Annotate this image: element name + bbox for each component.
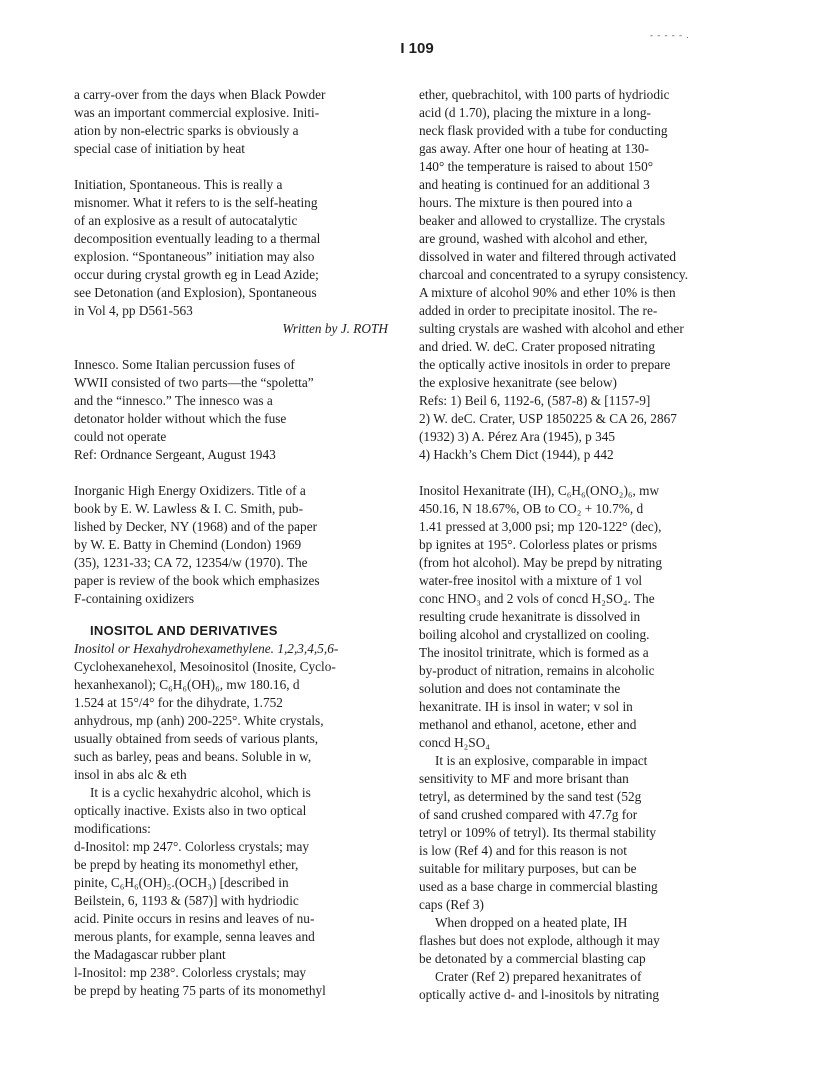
left-column: [74, 86, 394, 1000]
text-line: are ground, washed with alcohol and ether,: [419, 231, 648, 246]
text-line: by W. E. Batty in Chemind (London) 1969: [74, 537, 302, 552]
text-line: The inositol trinitrate, which is formed as a: [419, 645, 649, 660]
reference-line: (1932) 3) A. Pérez Ara (1945), p 345: [419, 429, 616, 444]
text-line: and dried. W. deC. Crater proposed nitrating: [419, 339, 655, 354]
text-line: the optically active inositols in order to prepare: [419, 357, 671, 372]
text-line: (35), 1231-33; CA 72, 12354/w (1970). The: [74, 555, 308, 570]
text-line: Cyclohexanehexol, Mesoinositol (Inosite, Cyclo-: [74, 659, 336, 674]
text-line: sulting crystals are washed with alcohol and ether: [419, 321, 684, 336]
text-line: neck flask provided with a tube for conducting: [419, 123, 668, 138]
text-line: in Vol 4, pp D561-563: [74, 303, 193, 318]
reference-line: 4) Hackh’s Chem Dict (1944), p 442: [419, 447, 614, 462]
text-line: acid (d 1.70), placing the mixture in a long-: [419, 105, 651, 120]
text-line: d-Inositol: mp 247°. Colorless crystals; may: [74, 839, 310, 854]
text-line: by-product of nitration, remains in alcoholic: [419, 663, 655, 678]
text-line: F-containing oxidizers: [74, 591, 195, 606]
text-line: Inositol Hexanitrate (IH), C₆H₆(ONO₂)₆, mw: [419, 483, 660, 498]
text-line: tetryl, as determined by the sand test (52g: [419, 789, 642, 804]
text-line: see Detonation (and Explosion), Spontaneous: [74, 285, 317, 300]
text-line: used as a base charge in commercial blasting: [419, 879, 658, 894]
paragraph-l-inositol-continued: [419, 86, 744, 464]
entry-inositol-hexanitrate: [419, 482, 744, 1004]
text-line: gas away. After one hour of heating at 130-: [419, 141, 649, 156]
text-line: merous plants, for example, senna leaves and: [74, 929, 315, 944]
text-line: could not operate: [74, 429, 167, 444]
reference-line: Ref: Ordnance Sergeant, August 1943: [74, 447, 276, 462]
text-line: special case of initiation by heat: [74, 141, 245, 156]
entry-initiation-spontaneous: [74, 176, 394, 338]
text-line: caps (Ref 3): [419, 897, 484, 912]
text-line: charcoal and concentrated to a syrupy consistency.: [419, 267, 689, 282]
text-line: of an explosive as a result of autocatalytic: [74, 213, 298, 228]
text-line: 1.524 at 15°/4° for the dihydrate, 1.752: [74, 695, 283, 710]
text-line: was an important commercial explosive. Initi-: [74, 105, 320, 120]
text-line: It is a cyclic hexahydric alcohol, which is: [90, 785, 311, 800]
text-line: solution and does not contaminate the: [419, 681, 621, 696]
entry-inorganic-oxidizers: [74, 482, 394, 608]
section-heading: INOSITOL AND DERIVATIVES: [90, 623, 278, 638]
text-line: and the “innesco.” The innesco was a: [74, 393, 273, 408]
text-line: book by E. W. Lawless & I. C. Smith, pub-: [74, 501, 304, 516]
text-line: lished by Decker, NY (1968) and of the paper: [74, 519, 318, 534]
right-column: [419, 86, 744, 1004]
text-line: optically active d- and l-inositols by nitrating: [419, 987, 660, 1002]
text-line: be prepd by heating 75 parts of its monomethyl: [74, 983, 326, 998]
text-line: conc HNO₃ and 2 vols of concd H₂SO₄. The: [419, 591, 655, 606]
paragraph-black-powder: [74, 86, 394, 158]
text-line: hexanitrate. IH is insol in water; v sol in: [419, 699, 633, 714]
text-line: anhydrous, mp (anh) 200-225°. White crystals,: [74, 713, 324, 728]
text-line: acid. Pinite occurs in resins and leaves of nu-: [74, 911, 315, 926]
text-line: 140° the temperature is raised to about 150°: [419, 159, 654, 174]
text-line: Innesco. Some Italian percussion fuses of: [74, 357, 295, 372]
text-line: boiling alcohol and crystallized on cooling.: [419, 627, 650, 642]
text-line: bp ignites at 195°. Colorless plates or prisms: [419, 537, 657, 552]
text-line: When dropped on a heated plate, IH: [435, 915, 628, 930]
text-line: A mixture of alcohol 90% and ether 10% is then: [419, 285, 676, 300]
text-line: optically inactive. Exists also in two optical: [74, 803, 307, 818]
text-line: l-Inositol: mp 238°. Colorless crystals; may: [74, 965, 307, 980]
text-line: (from hot alcohol). May be prepd by nitrating: [419, 555, 662, 570]
entry-inositol: [74, 640, 394, 1000]
text-line: methanol and ethanol, acetone, ether and: [419, 717, 637, 732]
text-line: resulting crude hexanitrate is dissolved in: [419, 609, 641, 624]
text-line: usually obtained from seeds of various plants,: [74, 731, 319, 746]
text-line: is low (Ref 4) and for this reason is not: [419, 843, 627, 858]
text-line: Crater (Ref 2) prepared hexanitrates of: [435, 969, 642, 984]
text-line: a carry-over from the days when Black Powder: [74, 87, 326, 102]
reference-line: 2) W. deC. Crater, USP 1850225 & CA 26, 2867: [419, 411, 677, 426]
entry-innesco: [74, 356, 394, 464]
text-line: beaker and allowed to crystallize. The crystals: [419, 213, 666, 228]
text-line: such as barley, peas and beans. Soluble in w,: [74, 749, 312, 764]
text-line: Inorganic High Energy Oxidizers. Title of a: [74, 483, 306, 498]
corner-mark: - - - - - .: [650, 30, 690, 40]
page-number: I 109: [400, 40, 434, 57]
text-line: paper is review of the book which emphasizes: [74, 573, 320, 588]
text-line: water-free inositol with a mixture of 1 vol: [419, 573, 643, 588]
text-line: be prepd by heating its monomethyl ether,: [74, 857, 299, 872]
text-line: misnomer. What it refers to is the self-heating: [74, 195, 318, 210]
text-line: Inositol or Hexahydrohexamethylene. 1,2,3,4,5,6-: [74, 641, 339, 656]
author-signature: Written by J. ROTH: [282, 321, 388, 336]
text-line: the explosive hexanitrate (see below): [419, 375, 617, 390]
text-line: occur during crystal growth eg in Lead Azide;: [74, 267, 319, 282]
text-line: hours. The mixture is then poured into a: [419, 195, 633, 210]
text-line: detonator holder without which the fuse: [74, 411, 287, 426]
text-line: Initiation, Spontaneous. This is really a: [74, 177, 283, 192]
text-line: decomposition eventually leading to a thermal: [74, 231, 321, 246]
text-line: of sand crushed compared with 47.7g for: [419, 807, 638, 822]
text-line: insol in abs alc & eth: [74, 767, 187, 782]
text-line: suitable for military purposes, but can be: [419, 861, 637, 876]
text-line: It is an explosive, comparable in impact: [435, 753, 648, 768]
text-line: WWII consisted of two parts—the “spoletta”: [74, 375, 314, 390]
text-line: hexanhexanol); C₆H₆(OH)₆, mw 180.16, d: [74, 677, 300, 692]
reference-line: Refs: 1) Beil 6, 1192-6, (587-8) & [1157-9]: [419, 393, 651, 408]
text-line: modifications:: [74, 821, 151, 836]
text-line: ation by non-electric sparks is obviously a: [74, 123, 299, 138]
text-line: sensitivity to MF and more brisant than: [419, 771, 629, 786]
text-line: flashes but does not explode, although it may: [419, 933, 660, 948]
text-line: and heating is continued for an additional 3: [419, 177, 650, 192]
text-line: be detonated by a commercial blasting cap: [419, 951, 646, 966]
text-line: 1.41 pressed at 3,000 psi; mp 120-122° (dec),: [419, 519, 662, 534]
text-line: ether, quebrachitol, with 100 parts of hydriodic: [419, 87, 670, 102]
text-line: concd H₂SO₄: [419, 735, 490, 750]
text-line: Beilstein, 6, 1193 & (587)] with hydriodic: [74, 893, 299, 908]
text-line: pinite, C₆H₆(OH)₅.(OCH₃) [described in: [74, 875, 289, 890]
text-line: added in order to precipitate inositol. The re-: [419, 303, 658, 318]
text-line: dissolved in water and filtered through activated: [419, 249, 676, 264]
text-line: tetryl or 109% of tetryl). Its thermal stability: [419, 825, 657, 840]
text-line: the Madagascar rubber plant: [74, 947, 226, 962]
text-line: explosion. “Spontaneous” initiation may also: [74, 249, 315, 264]
text-line: 450.16, N 18.67%, OB to CO₂ + 10.7%, d: [419, 501, 644, 516]
